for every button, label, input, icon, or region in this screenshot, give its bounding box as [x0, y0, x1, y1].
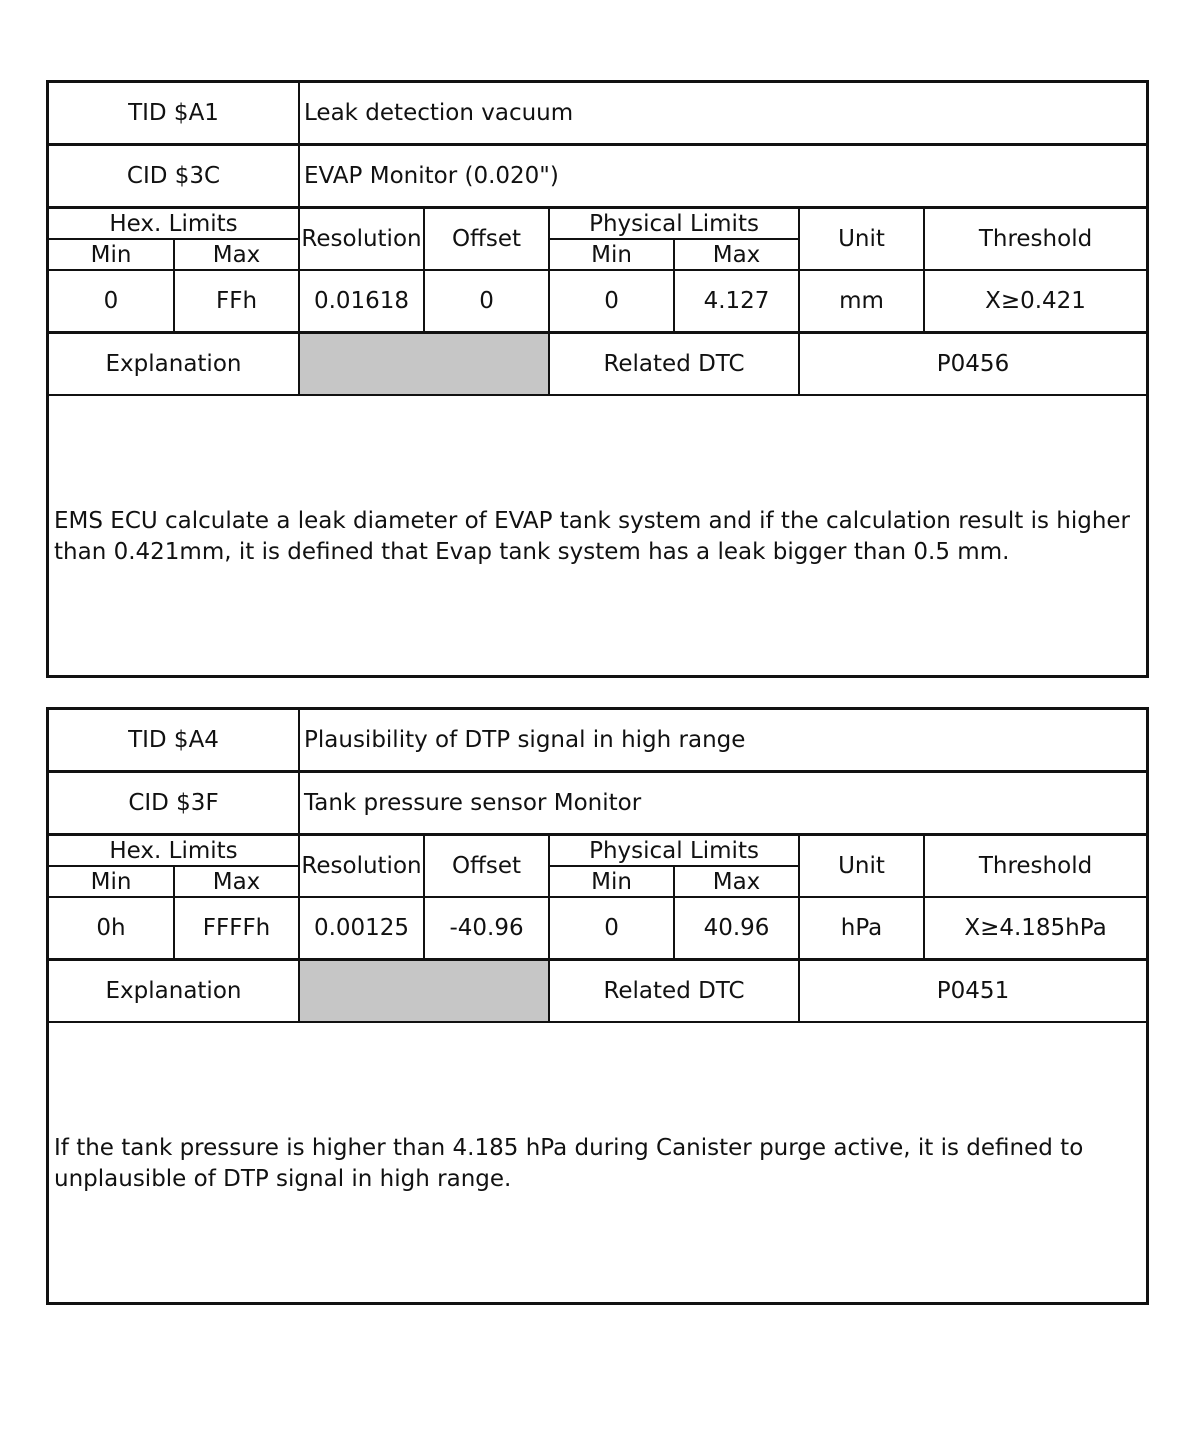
unit-header: Unit [799, 835, 924, 898]
threshold-header: Threshold [924, 208, 1146, 271]
hex-max-value: FFh [174, 270, 299, 333]
cid-label: CID $3C [49, 145, 299, 208]
resolution-value: 0.00125 [299, 897, 424, 960]
hex-limits-header: Hex. Limits [49, 835, 299, 867]
resolution-value: 0.01618 [299, 270, 424, 333]
offset-header: Offset [424, 835, 549, 898]
hex-min-header: Min [49, 866, 174, 897]
blank-shaded-cell [299, 960, 549, 1023]
tid-label: TID $A1 [49, 83, 299, 145]
offset-value: -40.96 [424, 897, 549, 960]
tid-description: Leak detection vacuum [299, 83, 1146, 145]
monitor-table [49, 710, 1146, 1023]
resolution-header: Resolution [299, 835, 424, 898]
phys-min-header: Min [549, 239, 674, 270]
tid-label: TID $A4 [49, 710, 299, 772]
monitor-table [49, 83, 1146, 396]
cid-description: EVAP Monitor (0.020") [299, 145, 1146, 208]
tid-description: Plausibility of DTP signal in high range [299, 710, 1146, 772]
phys-max-value: 40.96 [674, 897, 799, 960]
explanation-text: If the tank pressure is higher than 4.185 hPa during Canister purge active, it is defined to unplausible of DTP signal in high range. [54, 1134, 1084, 1192]
hex-limits-header: Hex. Limits [49, 208, 299, 240]
offset-value: 0 [424, 270, 549, 333]
related-dtc-value: P0451 [799, 960, 1146, 1023]
hex-max-header: Max [174, 239, 299, 270]
physical-limits-header: Physical Limits [549, 208, 799, 240]
blank-shaded-cell [299, 333, 549, 396]
related-dtc-label: Related DTC [549, 333, 799, 396]
explanation-body [49, 398, 1146, 675]
cid-label: CID $3F [49, 772, 299, 835]
threshold-value: X≥0.421 [924, 270, 1146, 333]
resolution-header: Resolution [299, 208, 424, 271]
hex-max-header: Max [174, 866, 299, 897]
phys-min-value: 0 [549, 270, 674, 333]
hex-min-value: 0 [49, 270, 174, 333]
monitor-block [46, 80, 1149, 678]
offset-header: Offset [424, 208, 549, 271]
phys-max-header: Max [674, 866, 799, 897]
unit-value: mm [799, 270, 924, 333]
hex-max-value: FFFFh [174, 897, 299, 960]
unit-header: Unit [799, 208, 924, 271]
cid-description: Tank pressure sensor Monitor [299, 772, 1146, 835]
threshold-header: Threshold [924, 835, 1146, 898]
phys-max-value: 4.127 [674, 270, 799, 333]
unit-value: hPa [799, 897, 924, 960]
threshold-value: X≥4.185hPa [924, 897, 1146, 960]
phys-min-value: 0 [549, 897, 674, 960]
related-dtc-value: P0456 [799, 333, 1146, 396]
physical-limits-header: Physical Limits [549, 835, 799, 867]
explanation-label: Explanation [49, 960, 299, 1023]
phys-min-header: Min [549, 866, 674, 897]
explanation-label: Explanation [49, 333, 299, 396]
monitor-block [46, 707, 1149, 1305]
hex-min-header: Min [49, 239, 174, 270]
hex-min-value: 0h [49, 897, 174, 960]
related-dtc-label: Related DTC [549, 960, 799, 1023]
phys-max-header: Max [674, 239, 799, 270]
explanation-body [49, 1025, 1146, 1302]
explanation-text: EMS ECU calculate a leak diameter of EVAP tank system and if the calculation result is higher than 0.421mm, it is defined that Evap tank system has a leak bigger than 0.5 mm. [54, 507, 1131, 565]
